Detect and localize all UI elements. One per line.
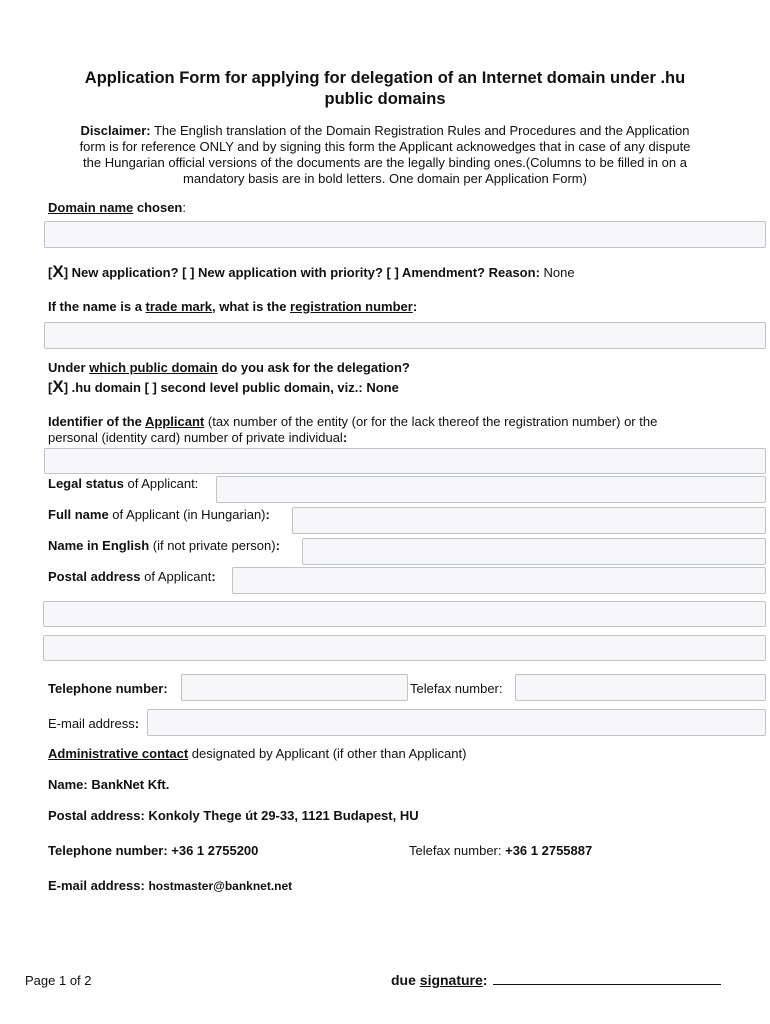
hu-domain-checkbox[interactable]: X bbox=[52, 377, 64, 396]
admin-postal-address: Postal address: Konkoly Thege út 29-33, 1121 Budapest, HU bbox=[48, 808, 419, 823]
postal-address-field-1[interactable] bbox=[232, 567, 766, 594]
telefax-field[interactable] bbox=[515, 674, 766, 701]
trademark-number-field[interactable] bbox=[44, 322, 766, 349]
form-title-line-1: Application Form for applying for delegation of an Internet domain under .hu bbox=[84, 69, 686, 87]
identifier-field[interactable] bbox=[44, 448, 766, 474]
domain-name-field[interactable] bbox=[44, 221, 766, 248]
name-english-label: Name in English (if not private person): bbox=[48, 538, 280, 553]
form-title bbox=[0, 68, 770, 110]
name-english-field[interactable] bbox=[302, 538, 766, 565]
admin-email: E-mail address: hostmaster@banknet.net bbox=[48, 878, 293, 893]
full-name-field[interactable] bbox=[292, 507, 766, 534]
postal-address-field-2[interactable] bbox=[43, 601, 766, 627]
domain-name-label: Domain name chosen: bbox=[48, 200, 186, 215]
public-domain-question: Under which public domain do you ask for the delegation? bbox=[48, 360, 410, 375]
legal-status-field[interactable] bbox=[216, 476, 766, 503]
postal-address-label: Postal address of Applicant: bbox=[48, 569, 216, 584]
postal-address-field-3[interactable] bbox=[43, 635, 766, 661]
telephone-field[interactable] bbox=[181, 674, 408, 701]
disclaimer-label: Disclaimer: bbox=[80, 123, 151, 138]
public-domain-options: [X] .hu domain [ ] second level public domain, viz.: None bbox=[48, 377, 399, 396]
amendment-reason-value: None bbox=[539, 265, 575, 280]
telephone-label: Telephone number: bbox=[48, 681, 168, 696]
disclaimer-line-1: The English translation of the Domain Registration Rules and Procedures and the Application bbox=[150, 123, 690, 138]
form-title-line-2: public domains bbox=[324, 90, 446, 108]
signature-blank[interactable] bbox=[493, 972, 721, 985]
trademark-label: If the name is a trade mark, what is the registration number: bbox=[48, 299, 418, 314]
email-label: E-mail address: bbox=[48, 716, 140, 731]
admin-name: Name: BankNet Kft. bbox=[48, 777, 170, 792]
application-type: [X] New application? [ ] New application with priority? [ ] Amendment? Reason: None bbox=[48, 262, 575, 281]
new-application-checkbox[interactable]: X bbox=[52, 262, 64, 281]
admin-contact-heading: Administrative contact designated by Applicant (if other than Applicant) bbox=[48, 746, 467, 761]
signature-line: due signature: bbox=[391, 972, 721, 988]
legal-status-label: Legal status of Applicant: bbox=[48, 476, 199, 491]
disclaimer bbox=[40, 123, 730, 187]
telefax-label: Telefax number: bbox=[410, 681, 503, 696]
identifier-label: Identifier of the Applicant (tax number of the entity (or for the lack thereof the registration number) or the personal (identity card) number of private individual: bbox=[48, 414, 658, 445]
disclaimer-line-3: the Hungarian official versions of the documents are the legally binding ones.(Columns to be filled in on a bbox=[83, 155, 687, 170]
full-name-label: Full name of Applicant (in Hungarian): bbox=[48, 507, 270, 522]
page-number: Page 1 of 2 bbox=[25, 973, 92, 988]
admin-telephone: Telephone number: +36 1 2755200 bbox=[48, 843, 259, 858]
email-field[interactable] bbox=[147, 709, 766, 736]
admin-telefax: Telefax number: +36 1 2755887 bbox=[409, 843, 593, 858]
disclaimer-line-4: mandatory basis are in bold letters. One domain per Application Form) bbox=[183, 171, 587, 186]
disclaimer-line-2: form is for reference ONLY and by signing this form the Applicant acknowedges that in case of any dispute bbox=[79, 139, 691, 154]
